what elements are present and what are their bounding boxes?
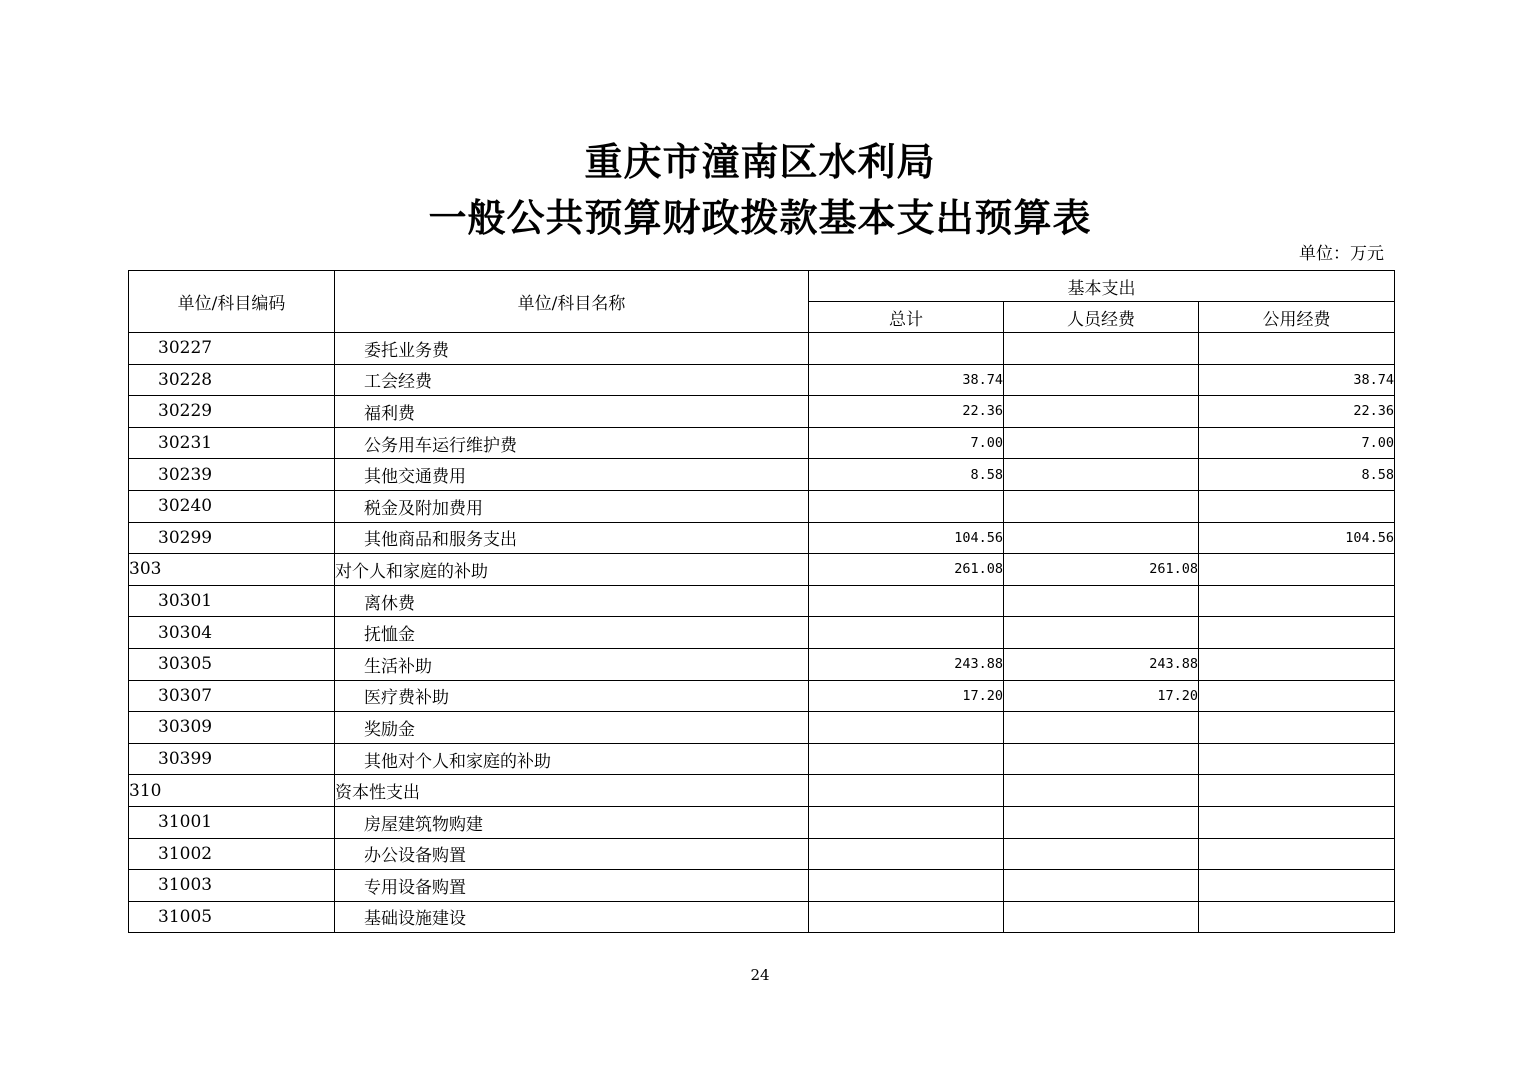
cell-public (1199, 333, 1395, 365)
cell-name: 医疗费补助 (335, 680, 809, 712)
cell-code: 31001 (129, 806, 335, 838)
table-row (129, 806, 1395, 838)
cell-name: 工会经费 (335, 364, 809, 396)
cell-personnel: 243.88 (1004, 648, 1199, 680)
cell-total: 38.74 (809, 364, 1004, 396)
cell-total: 17.20 (809, 680, 1004, 712)
cell-code: 31005 (129, 901, 335, 933)
cell-personnel (1004, 427, 1199, 459)
cell-public (1199, 554, 1395, 586)
title-line-2: 一般公共预算财政拨款基本支出预算表 (428, 196, 1092, 240)
cell-code: 30240 (129, 490, 335, 522)
cell-public: 104.56 (1199, 522, 1395, 554)
cell-personnel (1004, 364, 1199, 396)
cell-total (809, 901, 1004, 933)
table-row (129, 901, 1395, 933)
cell-total (809, 712, 1004, 744)
header-personnel: 人员经费 (1004, 302, 1199, 333)
cell-code: 31003 (129, 870, 335, 902)
cell-name: 其他交通费用 (335, 459, 809, 491)
cell-total (809, 490, 1004, 522)
cell-personnel: 261.08 (1004, 554, 1199, 586)
cell-name: 房屋建筑物购建 (335, 806, 809, 838)
cell-personnel (1004, 585, 1199, 617)
cell-code: 30301 (129, 585, 335, 617)
table-row (129, 775, 1395, 807)
cell-total (809, 806, 1004, 838)
cell-name: 专用设备购置 (335, 870, 809, 902)
cell-personnel (1004, 838, 1199, 870)
header-name: 单位/科目名称 (335, 271, 809, 333)
cell-name: 离休费 (335, 585, 809, 617)
table-row (129, 648, 1395, 680)
cell-public (1199, 712, 1395, 744)
cell-public (1199, 585, 1395, 617)
cell-personnel (1004, 901, 1199, 933)
table-row (129, 522, 1395, 554)
cell-personnel (1004, 396, 1199, 428)
cell-personnel (1004, 333, 1199, 365)
cell-public (1199, 901, 1395, 933)
cell-public: 38.74 (1199, 364, 1395, 396)
cell-code: 303 (129, 554, 335, 586)
cell-personnel (1004, 870, 1199, 902)
cell-code: 31002 (129, 838, 335, 870)
table-row (129, 364, 1395, 396)
cell-public (1199, 743, 1395, 775)
cell-public (1199, 680, 1395, 712)
cell-public (1199, 490, 1395, 522)
cell-name: 抚恤金 (335, 617, 809, 649)
cell-public (1199, 870, 1395, 902)
cell-total (809, 333, 1004, 365)
table-row (129, 396, 1395, 428)
title-line-1: 重庆市潼南区水利局 (584, 140, 936, 184)
header-total: 总计 (809, 302, 1004, 333)
cell-name: 对个人和家庭的补助 (335, 554, 809, 586)
table-row (129, 617, 1395, 649)
cell-personnel: 17.20 (1004, 680, 1199, 712)
cell-name: 公务用车运行维护费 (335, 427, 809, 459)
document-title (0, 138, 1520, 242)
cell-total: 22.36 (809, 396, 1004, 428)
table-row (129, 490, 1395, 522)
cell-total: 7.00 (809, 427, 1004, 459)
page-number: 24 (750, 966, 770, 984)
cell-personnel (1004, 459, 1199, 491)
cell-name: 生活补助 (335, 648, 809, 680)
cell-code: 30228 (129, 364, 335, 396)
table-row (129, 554, 1395, 586)
cell-name: 办公设备购置 (335, 838, 809, 870)
cell-name: 委托业务费 (335, 333, 809, 365)
cell-name: 福利费 (335, 396, 809, 428)
table-row (129, 427, 1395, 459)
cell-name: 基础设施建设 (335, 901, 809, 933)
cell-personnel (1004, 490, 1199, 522)
cell-total (809, 775, 1004, 807)
header-basic-expenditure: 基本支出 (809, 271, 1395, 302)
cell-public: 8.58 (1199, 459, 1395, 491)
cell-code: 30227 (129, 333, 335, 365)
cell-total: 8.58 (809, 459, 1004, 491)
cell-total (809, 743, 1004, 775)
cell-name: 奖励金 (335, 712, 809, 744)
table-row (129, 870, 1395, 902)
cell-code: 30305 (129, 648, 335, 680)
cell-code: 30239 (129, 459, 335, 491)
cell-personnel (1004, 522, 1199, 554)
cell-total (809, 870, 1004, 902)
table-row (129, 680, 1395, 712)
cell-total: 104.56 (809, 522, 1004, 554)
cell-total (809, 838, 1004, 870)
unit-label: 单位：万元 (1299, 244, 1384, 264)
table-row (129, 333, 1395, 365)
table-row (129, 459, 1395, 491)
cell-public: 7.00 (1199, 427, 1395, 459)
cell-code: 310 (129, 775, 335, 807)
cell-code: 30229 (129, 396, 335, 428)
cell-code: 30304 (129, 617, 335, 649)
cell-total: 261.08 (809, 554, 1004, 586)
cell-name: 资本性支出 (335, 775, 809, 807)
cell-name: 其他商品和服务支出 (335, 522, 809, 554)
cell-public (1199, 617, 1395, 649)
table-body (129, 333, 1395, 933)
table-row (129, 585, 1395, 617)
cell-personnel (1004, 775, 1199, 807)
cell-code: 30307 (129, 680, 335, 712)
cell-name: 其他对个人和家庭的补助 (335, 743, 809, 775)
cell-code: 30231 (129, 427, 335, 459)
cell-personnel (1004, 617, 1199, 649)
cell-name: 税金及附加费用 (335, 490, 809, 522)
header-public: 公用经费 (1199, 302, 1395, 333)
cell-code: 30399 (129, 743, 335, 775)
cell-personnel (1004, 743, 1199, 775)
cell-total: 243.88 (809, 648, 1004, 680)
cell-total (809, 617, 1004, 649)
header-code: 单位/科目编码 (129, 271, 335, 333)
budget-table (128, 270, 1395, 933)
cell-code: 30309 (129, 712, 335, 744)
cell-public: 22.36 (1199, 396, 1395, 428)
cell-public (1199, 775, 1395, 807)
table-header (129, 271, 1395, 333)
cell-public (1199, 806, 1395, 838)
table-row (129, 743, 1395, 775)
table-row (129, 712, 1395, 744)
cell-public (1199, 648, 1395, 680)
table-row (129, 838, 1395, 870)
cell-personnel (1004, 712, 1199, 744)
cell-personnel (1004, 806, 1199, 838)
cell-code: 30299 (129, 522, 335, 554)
cell-public (1199, 838, 1395, 870)
cell-total (809, 585, 1004, 617)
